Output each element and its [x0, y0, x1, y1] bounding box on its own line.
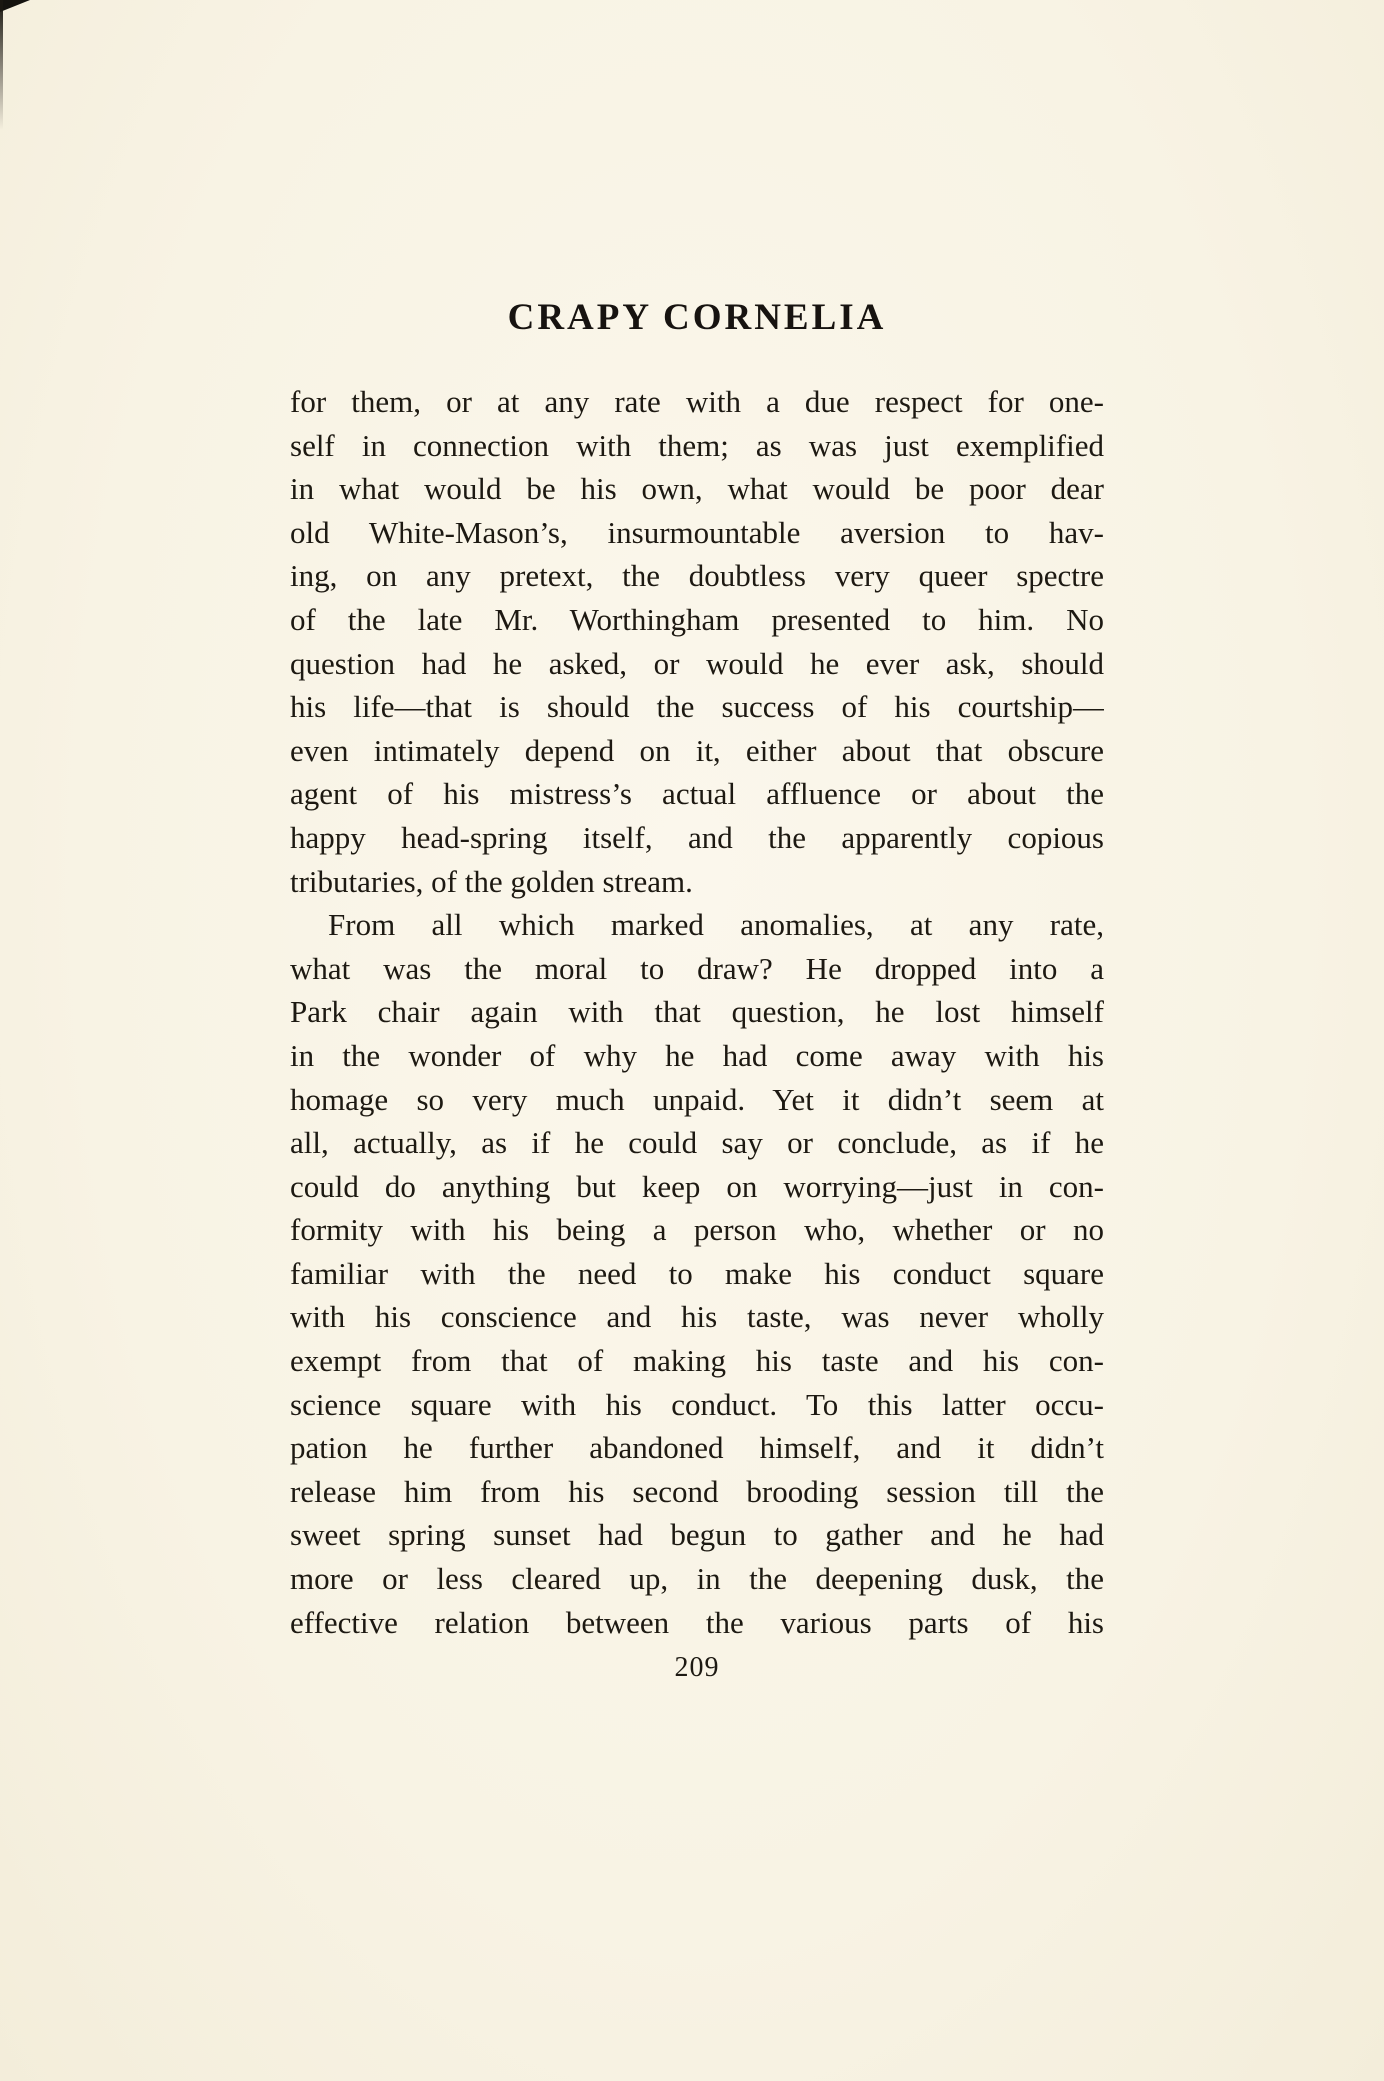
text-line: even intimately depend on it, either about that obscure — [290, 732, 1104, 768]
text-line: what was the moral to draw? He dropped into a — [290, 950, 1104, 986]
text-line: familiar with the need to make his conduct square — [290, 1255, 1104, 1291]
page-number: 209 — [674, 1652, 720, 1683]
scan-artifact-corner — [0, 0, 30, 12]
text-line: old White-Mason’s, insurmountable aversion to hav- — [290, 514, 1104, 550]
text-line: ing, on any pretext, the doubtless very queer spectre — [290, 558, 1104, 594]
scan-artifact-left-edge — [0, 0, 3, 130]
text-line: happy head-spring itself, and the apparently copious — [290, 819, 1104, 855]
text-line: self in connection with them; as was just exemplified — [290, 427, 1104, 463]
text-line: for them, or at any rate with a due respect for one- — [290, 384, 1104, 419]
text-line: more or less cleared up, in the deepening dusk, the — [290, 1561, 1104, 1597]
text-line: From all which marked anomalies, at any rate, — [328, 907, 1104, 943]
text-line: could do anything but keep on worrying—just in con- — [290, 1168, 1104, 1204]
text-line: release him from his second brooding session till the — [290, 1473, 1104, 1509]
paragraph-2 — [290, 903, 1104, 1644]
page-title: CRAPY CORNELIA — [507, 297, 887, 338]
text-line: agent of his mistress’s actual affluence or about the — [290, 776, 1104, 812]
text-line: with his conscience and his taste, was never wholly — [290, 1299, 1104, 1335]
text-line: in what would be his own, what would be poor dear — [290, 471, 1104, 507]
text-line: effective relation between the various parts of his — [290, 1604, 1104, 1640]
text-line: sweet spring sunset had begun to gather and he had — [290, 1517, 1104, 1553]
text-line: homage so very much unpaid. Yet it didn’t seem at — [290, 1081, 1104, 1117]
text-line: of the late Mr. Worthingham presented to him. No — [290, 601, 1104, 637]
text-line: his life—that is should the success of his courtship— — [290, 689, 1104, 725]
paragraph-1 — [290, 380, 1104, 903]
text-line: exempt from that of making his taste and his con- — [290, 1343, 1104, 1379]
text-line: formity with his being a person who, whether or no — [290, 1212, 1104, 1248]
text-line: question had he asked, or would he ever ask, should — [290, 645, 1104, 681]
text-line: science square with his conduct. To this latter occu- — [290, 1386, 1104, 1422]
text-line: all, actually, as if he could say or conclude, as if he — [290, 1125, 1104, 1161]
text-line: Park chair again with that question, he lost himself — [290, 994, 1104, 1030]
text-line: pation he further abandoned himself, and it didn’t — [290, 1430, 1104, 1466]
text-line: in the wonder of why he had come away with his — [290, 1037, 1104, 1073]
text-line: tributaries, of the golden stream. — [290, 863, 693, 899]
text-block — [290, 380, 1104, 1644]
